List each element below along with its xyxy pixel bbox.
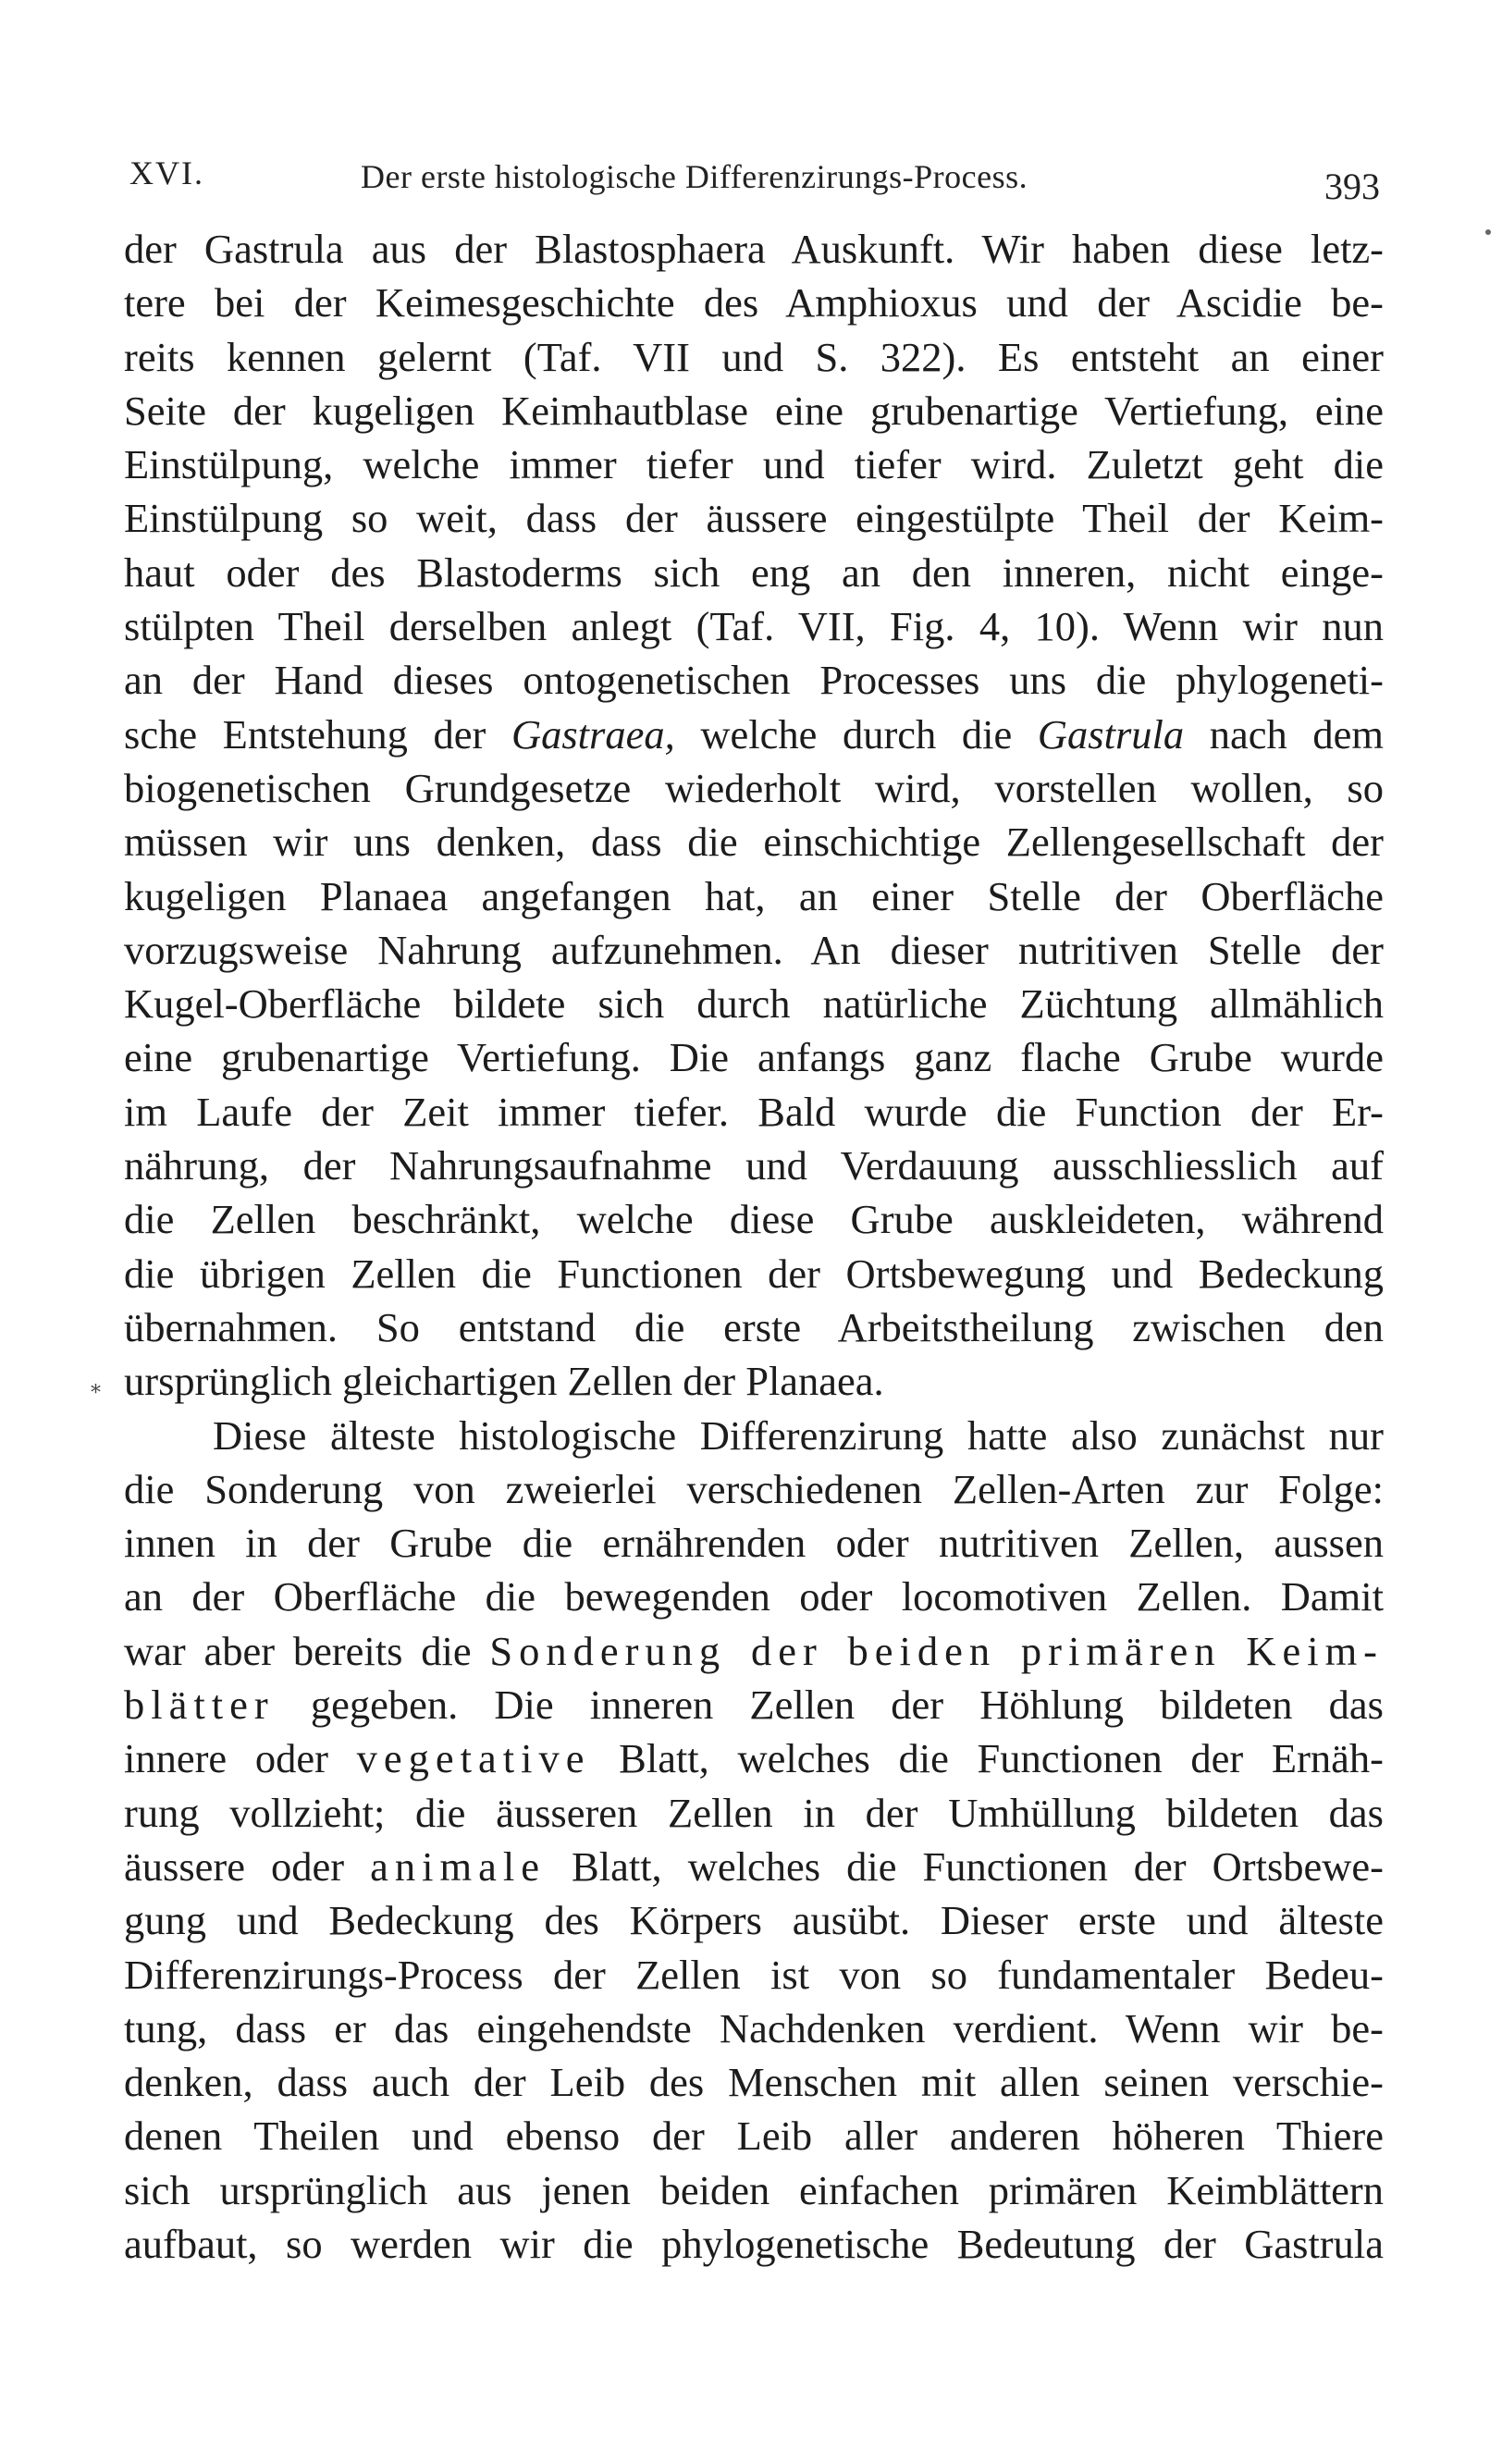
text-run: äussere oder [124,1842,371,1890]
running-title: Der erste histologische Differenzirungs-Process. [361,158,1028,195]
text-line: tung, dass er das eingehendste Nachdenken verdient. Wenn wir be- [124,2004,1384,2051]
text-line: ursprünglich gleichartigen Zellen der Planaea. [124,1358,884,1405]
text-line: stülpten Theil derselben anlegt (Taf. VII, Fig. 4, 10). Wenn wir nun [124,603,1384,650]
text-line: Einstülpung so weit, dass der äussere eingestülpte Theil der Keim- [124,495,1384,542]
term-gastrula: Gastrula [1037,710,1185,758]
text-line: Diese älteste histologische Differenzirung hatte also zunächst nur [213,1411,1384,1459]
text-line: an der Hand dieses ontogenetischen Processes uns die phylogeneti- [124,657,1384,704]
text-line: gung und Bedeckung des Körpers ausübt. Dieser erste und älteste [124,1897,1384,1944]
text-line [124,708,1384,761]
text-run: sche Entstehung der [124,710,511,758]
text-line: Seite der kugeligen Keimhautblase eine grubenartige Vertiefung, eine [124,387,1384,434]
page-number: 393 [1324,166,1380,207]
text-line: biogenetischen Grundgesetze wiederholt wird, vorstellen wollen, so [124,764,1384,811]
text-line: Differenzirungs-Process der Zellen ist von so fundamentaler Bedeu- [124,1951,1384,1998]
text-line: müssen wir uns denken, dass die einschichtige Zellengesellschaft der [124,819,1384,866]
text-run: Blatt, welches die Functionen der Ernäh- [590,1735,1384,1782]
text-line: reits kennen gelernt (Taf. VII und S. 322). Es entsteht an einer [124,333,1384,380]
chapter-number: XVI. [129,154,204,191]
page-header [122,146,1380,207]
emphasis-spaced: animale [370,1842,546,1890]
text-line: haut oder des Blastoderms sich eng an den inneren, nicht einge- [124,548,1384,596]
text-run: innere oder [124,1735,357,1782]
text-line: im Laufe der Zeit immer tiefer. Bald wurde die Function der Er- [124,1088,1384,1135]
text-line: tere bei der Keimesgeschichte des Amphioxus und der Ascidie be- [124,279,1384,326]
text-run: war aber bereits die [124,1627,490,1674]
text-line: denen Theilen und ebenso der Leib aller anderen höheren Thiere [124,2113,1384,2160]
text-line [124,1624,1384,1678]
print-speck [1485,229,1491,235]
text-run: nach dem [1184,710,1384,758]
text-line: innen in der Grube die ernährenden oder nutritiven Zellen, aussen [124,1520,1384,1567]
emphasis-spaced: blätter [124,1682,275,1729]
text-line: die Zellen beschränkt, welche diese Grube auskleideten, während [124,1196,1384,1243]
text-line: nährung, der Nahrungsaufnahme und Verdauung ausschliesslich auf [124,1142,1384,1189]
emphasis-spaced: Sonderung der beiden primären Keim- [489,1627,1384,1674]
text-line: aufbaut, so werden wir die phylogenetische Bedeutung der Gastrula [124,2220,1384,2267]
term-gastraea: Gastraea, [511,710,675,758]
text-line: die Sonderung von zweierlei verschiedenen Zellen-Arten zur Folge: [124,1465,1384,1512]
body-text [124,222,1384,2271]
text-run: gegeben. Die inneren Zellen der Höhlung bildeten das [274,1682,1384,1729]
text-line: die übrigen Zellen die Functionen der Ortsbewegung und Bedeckung [124,1250,1384,1297]
text-line: sich ursprünglich aus jenen beiden einfachen primären Keimblättern [124,2166,1384,2213]
text-line: Kugel-Oberfläche bildete sich durch natürliche Züchtung allmählich [124,980,1384,1028]
text-run: Blatt, welches die Functionen der Ortsbewe- [545,1842,1384,1890]
text-line: kugeligen Planaea angefangen hat, an einer Stelle der Oberfläche [124,872,1384,919]
text-line: vorzugsweise Nahrung aufzunehmen. An dieser nutritiven Stelle der [124,926,1384,973]
text-line [124,1731,1384,1785]
margin-asterisk: * [91,1382,101,1405]
text-run: welche durch die [674,710,1038,758]
text-line [124,1840,1384,1893]
text-line: eine grubenartige Vertiefung. Die anfangs ganz flache Grube wurde [124,1034,1384,1081]
text-line: übernahmen. So entstand die erste Arbeitstheilung zwischen den [124,1303,1384,1350]
emphasis-spaced: vegetative [356,1735,591,1782]
text-line [124,1678,1384,1731]
text-line: rung vollzieht; die äusseren Zellen in der Umhüllung bildeten das [124,1789,1384,1836]
text-line: der Gastrula aus der Blastosphaera Auskunft. Wir haben diese letz- [124,226,1384,272]
text-line: Einstülpung, welche immer tiefer und tiefer wird. Zuletzt geht die [124,441,1384,488]
text-line: an der Oberfläche die bewegenden oder locomotiven Zellen. Damit [124,1573,1384,1620]
text-line: denken, dass auch der Leib des Menschen mit allen seinen verschie- [124,2059,1384,2106]
